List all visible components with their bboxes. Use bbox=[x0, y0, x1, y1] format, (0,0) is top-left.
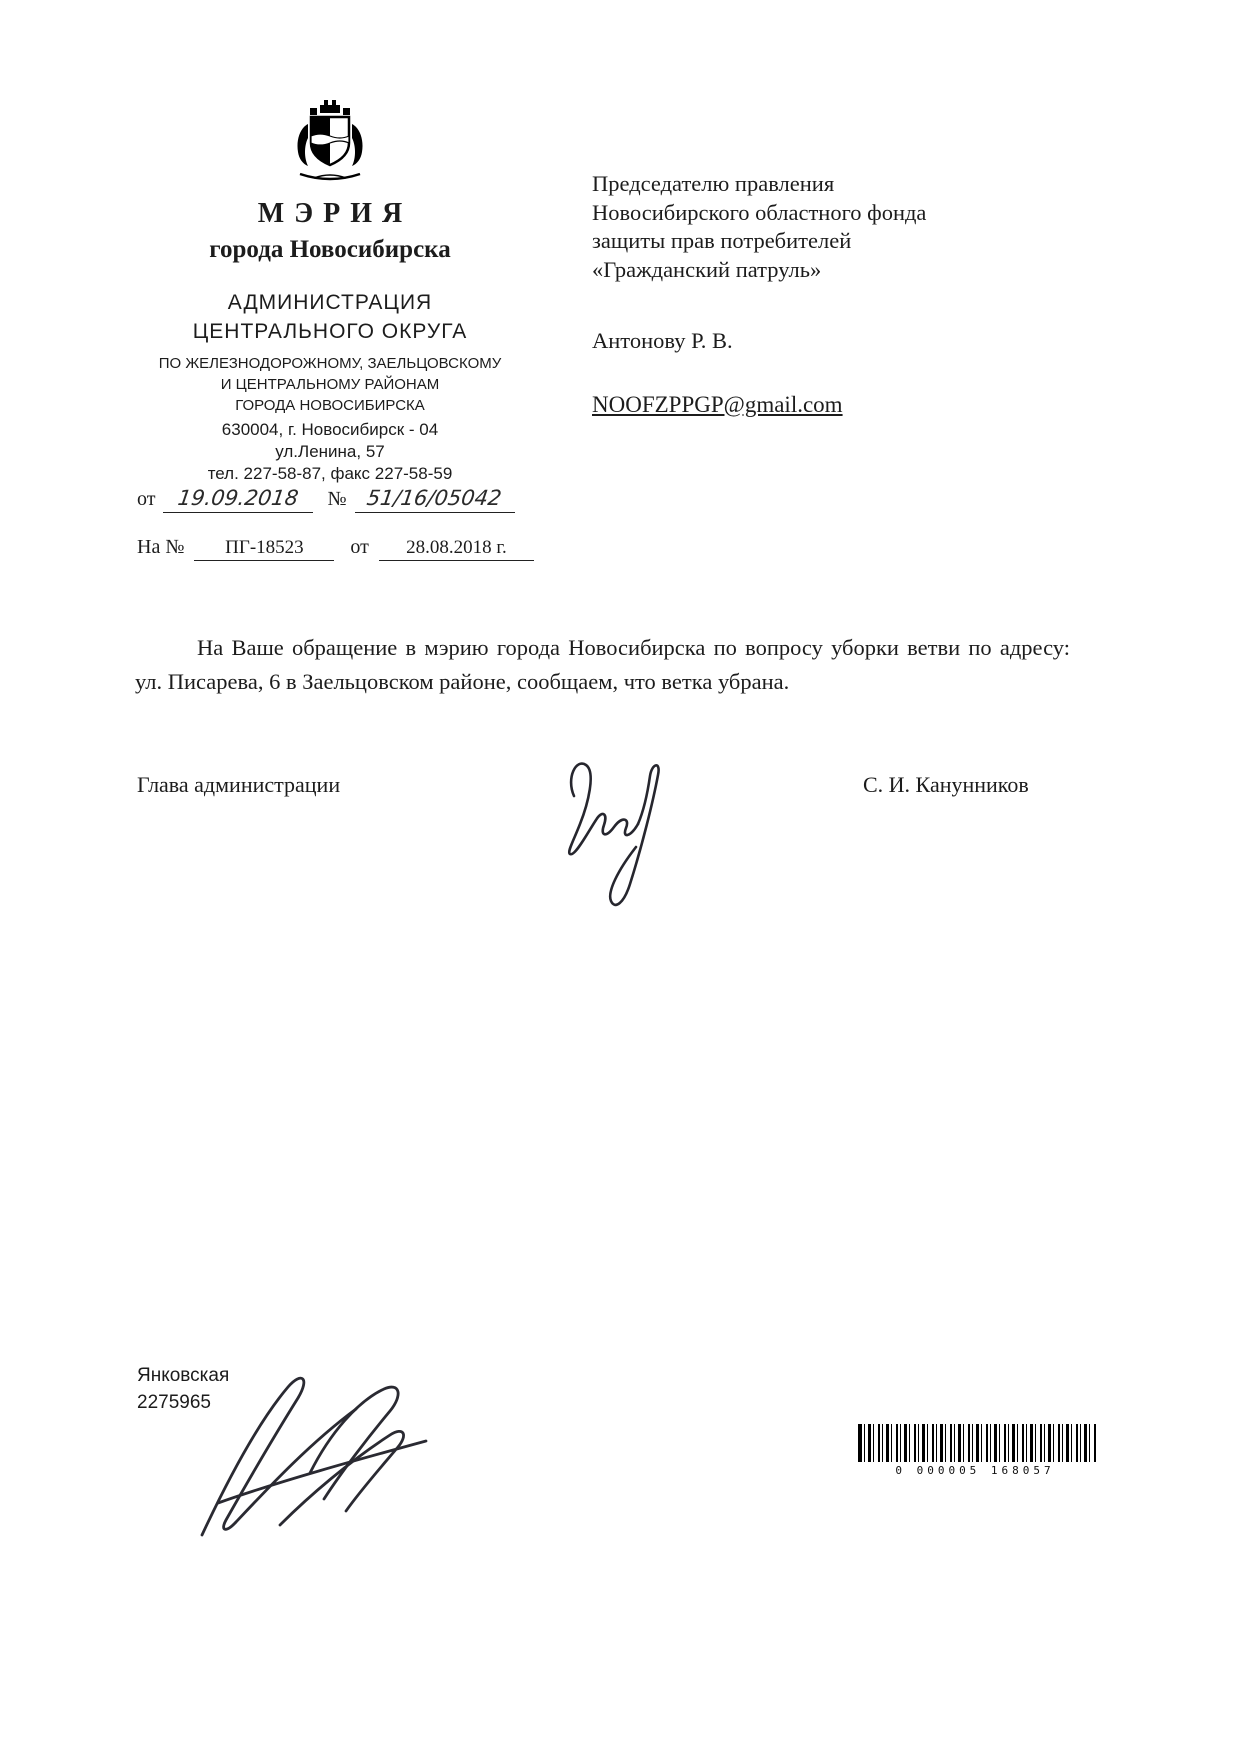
org-name-line1: МЭРИЯ bbox=[257, 198, 413, 229]
executor-signature-ink bbox=[160, 1345, 460, 1560]
barcode bbox=[858, 1424, 1092, 1477]
recipient-title-line3: защиты прав потребителей bbox=[592, 228, 852, 253]
barcode-digits: 0 000005 168057 bbox=[895, 1464, 1055, 1477]
outgoing-reference-line bbox=[137, 486, 607, 513]
admin-name bbox=[130, 288, 530, 346]
admin-name-line1: АДМИНИСТРАЦИЯ bbox=[227, 291, 433, 314]
org-name-line2: города Новосибирска bbox=[209, 236, 451, 263]
districts-block bbox=[130, 353, 530, 416]
signer-position: Глава администрации bbox=[137, 772, 341, 797]
recipient-block bbox=[592, 170, 1062, 419]
recipient-title-line4: «Гражданский патруль» bbox=[592, 256, 822, 282]
outgoing-date-label: от bbox=[137, 488, 156, 510]
signature-ink bbox=[540, 730, 710, 925]
signer-name: С. И. Канунников bbox=[863, 772, 1029, 797]
sender-address bbox=[130, 419, 530, 485]
districts-line2: И ЦЕНТРАЛЬНОМУ РАЙОНАМ bbox=[220, 376, 440, 393]
outgoing-number-label: № bbox=[327, 488, 347, 510]
sender-letterhead bbox=[130, 96, 530, 485]
districts-line1: ПО ЖЕЛЕЗНОДОРОЖНОМУ, ЗАЕЛЬЦОВСКОМУ bbox=[158, 355, 502, 372]
incoming-reference-line bbox=[137, 536, 607, 561]
letter-body-paragraph: На Ваше обращение в мэрию города Новосибирска по вопросу уборки ветви по адресу: ул. Писарева, 6 в Заельцовском районе, сообщаем, что ветка убрана. bbox=[135, 634, 1070, 694]
recipient-name: Антонову Р. В. bbox=[592, 328, 733, 353]
outgoing-date-value: 19.09.2018 bbox=[176, 486, 301, 510]
novosibirsk-coat-of-arms-icon bbox=[280, 96, 380, 188]
barcode-bars bbox=[858, 1424, 1096, 1462]
sender-phone: тел. 227-58-87, факс 227-58-59 bbox=[207, 464, 453, 483]
incoming-number-value: ПГ-18523 bbox=[194, 537, 334, 561]
address-line2: ул.Ленина, 57 bbox=[275, 442, 385, 461]
admin-name-line2: ЦЕНТРАЛЬНОГО ОКРУГА bbox=[192, 320, 468, 343]
recipient-email: NOOFZPPGP@gmail.com bbox=[592, 391, 843, 417]
address-line1: 630004, г. Новосибирск - 04 bbox=[221, 420, 439, 439]
incoming-date-value: 28.08.2018 г. bbox=[379, 537, 534, 561]
incoming-date-label: от bbox=[350, 536, 369, 558]
recipient-title-line1: Председателю правления bbox=[592, 171, 835, 196]
outgoing-number-value: 51/16/05042 bbox=[365, 486, 504, 510]
recipient-title-line2: Новосибирского областного фонда bbox=[592, 199, 927, 225]
executor-phone: 2275965 bbox=[137, 1392, 211, 1413]
districts-line3: ГОРОДА НОВОСИБИРСКА bbox=[235, 397, 425, 414]
incoming-number-label: На № bbox=[137, 536, 185, 558]
executor-name: Янковская bbox=[137, 1365, 230, 1386]
